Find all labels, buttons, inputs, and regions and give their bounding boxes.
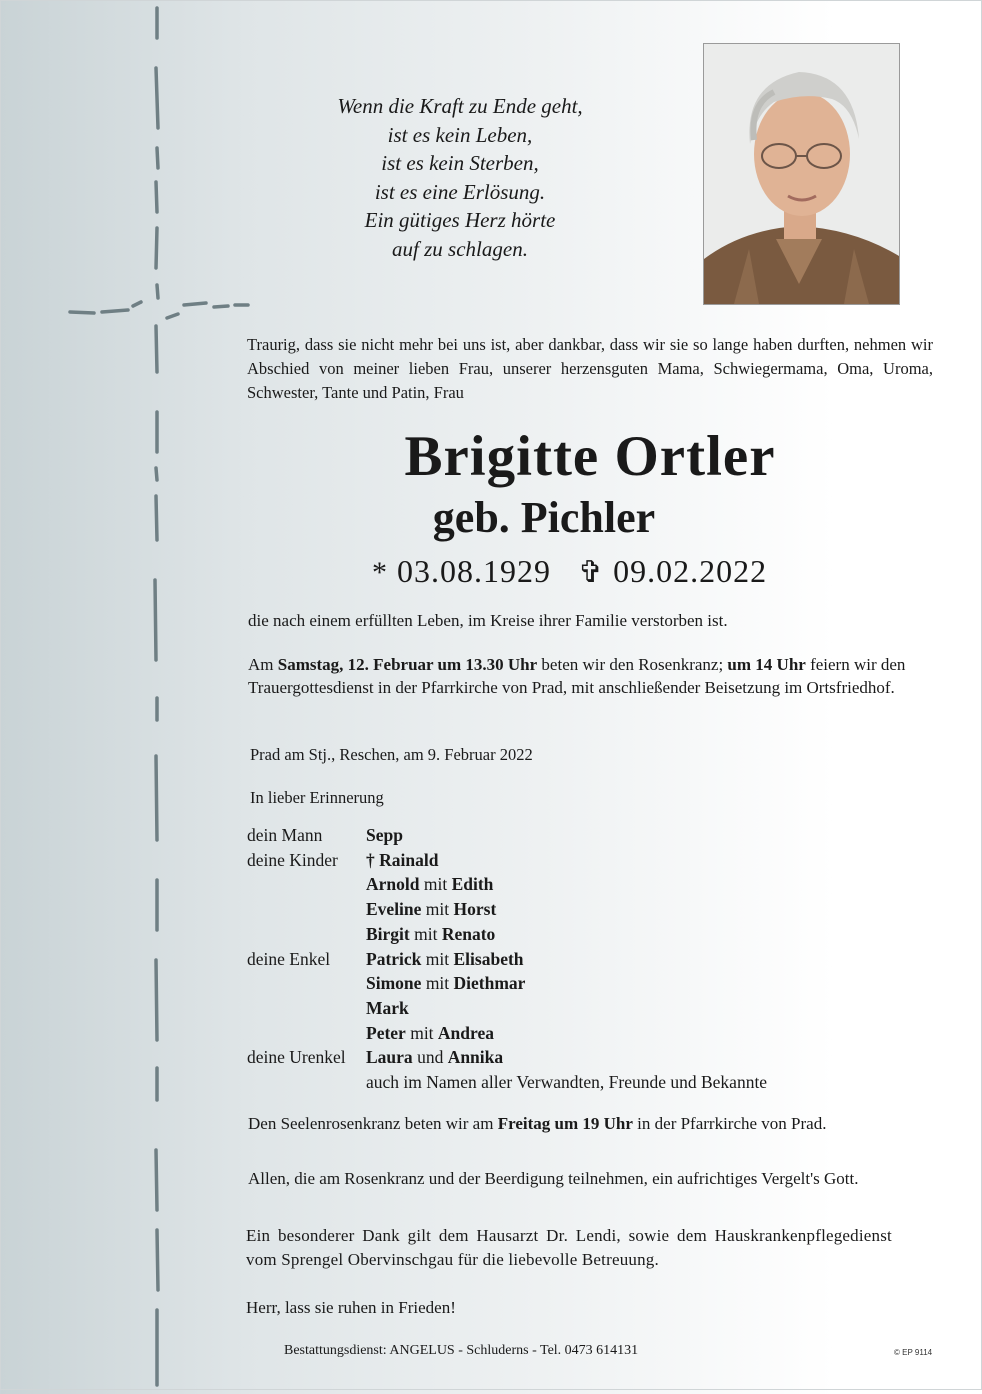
- conjunction: mit: [414, 923, 438, 944]
- family-name: Annika: [447, 1047, 504, 1068]
- rosary-time: Freitag um 19 Uhr: [497, 1114, 633, 1133]
- after-death-text: die nach einem erfüllten Leben, im Kreise ihrer Familie verstorben ist.: [248, 611, 728, 630]
- conjunction: mit: [425, 973, 450, 994]
- poem: [300, 92, 620, 263]
- family-row: [247, 947, 767, 972]
- birth-date: 03.08.1929: [397, 553, 551, 589]
- family-name: Horst: [453, 899, 497, 920]
- family-name: Andrea: [437, 1022, 494, 1043]
- death-cross-icon: ✞: [578, 556, 605, 589]
- family-name: Edith: [451, 874, 494, 895]
- thanks-special-text: Ein besonderer Dank gilt dem Hausarzt Dr. Lendi, sowie dem Hauskrankenpflegedienst vom Sprengel Obervinschgau für die liebevolle Betreuung.: [246, 1226, 892, 1269]
- family-row: [247, 897, 767, 922]
- family-name: Patrick: [366, 948, 422, 969]
- rosary-text: [248, 1113, 894, 1136]
- family-name: Laura: [366, 1047, 413, 1068]
- conjunction: und: [417, 1047, 444, 1068]
- family-row: [247, 848, 767, 873]
- family-name: Sepp: [366, 825, 403, 845]
- family-name: Simone: [366, 973, 422, 994]
- service-date: Samstag, 12. Februar um 13.30 Uhr: [277, 655, 538, 674]
- relation-label: dein Mann: [247, 825, 323, 845]
- conjunction: mit: [423, 874, 448, 895]
- family-name: Birgit: [366, 923, 410, 944]
- family-name: Eveline: [366, 899, 422, 920]
- copyright-icon: ©: [894, 1348, 900, 1357]
- deceased-name: Brigitte Ortler: [404, 425, 776, 488]
- service-text-part: Am: [248, 655, 278, 674]
- funeral-time: um 14 Uhr: [727, 655, 806, 674]
- maiden-name: geb. Pichler: [432, 493, 656, 542]
- portrait-photo: [703, 43, 900, 305]
- relation-label: deine Urenkel: [247, 1047, 346, 1068]
- relatives-note: auch im Namen aller Verwandten, Freunde und Bekannte: [366, 1072, 768, 1093]
- document-code-text: EP 9114: [902, 1348, 933, 1357]
- family-name: Mark: [366, 997, 409, 1018]
- service-text-part: feiern wir den Trauergottesdienst in der Pfarrkirche von Prad, mit anschließender Beisetzung im Ortsfriedhof.: [248, 655, 906, 697]
- thanks-all-text: Allen, die am Rosenkranz und der Beerdigung teilnehmen, ein aufrichtiges Vergelt's Gott.: [248, 1169, 859, 1188]
- poem-line: ist es kein Sterben,: [381, 151, 539, 175]
- service-text: [248, 654, 934, 699]
- place-date: Prad am Stj., Reschen, am 9. Februar 2022: [250, 745, 533, 764]
- poem-line: Ein gütiges Herz hörte: [364, 208, 556, 232]
- relation-label: deine Enkel: [247, 948, 331, 969]
- family-row: [247, 823, 767, 848]
- family-name: † Rainald: [366, 849, 439, 870]
- family-row: [247, 872, 767, 897]
- poem-line: auf zu schlagen.: [392, 236, 528, 261]
- family-name: Diethmar: [453, 973, 526, 994]
- service-text-part: beten wir den Rosenkranz;: [537, 655, 728, 674]
- conjunction: mit: [425, 948, 450, 969]
- life-dates: [372, 553, 767, 590]
- family-row: [247, 971, 767, 996]
- dashed-cross-icon: [0, 0, 260, 1390]
- family-list: [247, 823, 767, 1095]
- poem-line: ist es kein Leben,: [387, 122, 533, 147]
- family-name: Arnold: [366, 874, 420, 895]
- conjunction: mit: [425, 899, 450, 920]
- family-row: [247, 996, 767, 1021]
- family-name: Elisabeth: [453, 948, 524, 969]
- family-row: [247, 1070, 767, 1095]
- family-row: [247, 922, 767, 947]
- funeral-service-footer: Bestattungsdienst: ANGELUS - Schluderns - Tel. 0473 614131: [284, 1343, 639, 1358]
- family-row: [247, 1021, 767, 1046]
- conjunction: mit: [410, 1022, 434, 1043]
- poem-line: Wenn die Kraft zu Ende geht,: [337, 94, 583, 118]
- family-row: [247, 1045, 767, 1070]
- rosary-text-part: in der Pfarrkirche von Prad.: [632, 1114, 827, 1133]
- memory-label: In lieber Erinnerung: [250, 788, 384, 807]
- death-date: 09.02.2022: [613, 553, 768, 589]
- intro-text: Traurig, dass sie nicht mehr bei uns ist, aber dankbar, dass wir sie so lange haben durften, nehmen wir Abschied von meiner lieben Frau, unserer herzensguten Mama, Schwiegermama, Oma, Uroma, Schwester, Tante und Patin, Frau: [247, 335, 933, 402]
- relation-label: deine Kinder: [247, 849, 338, 870]
- family-name: Renato: [441, 923, 496, 944]
- birth-star-icon: *: [372, 556, 388, 589]
- document-code: [894, 1348, 932, 1357]
- rosary-text-part: Den Seelenrosenkranz beten wir am: [248, 1114, 498, 1133]
- family-name: Peter: [366, 1022, 406, 1043]
- closing-text: Herr, lass sie ruhen in Frieden!: [246, 1298, 456, 1317]
- poem-line: ist es eine Erlösung.: [374, 179, 546, 204]
